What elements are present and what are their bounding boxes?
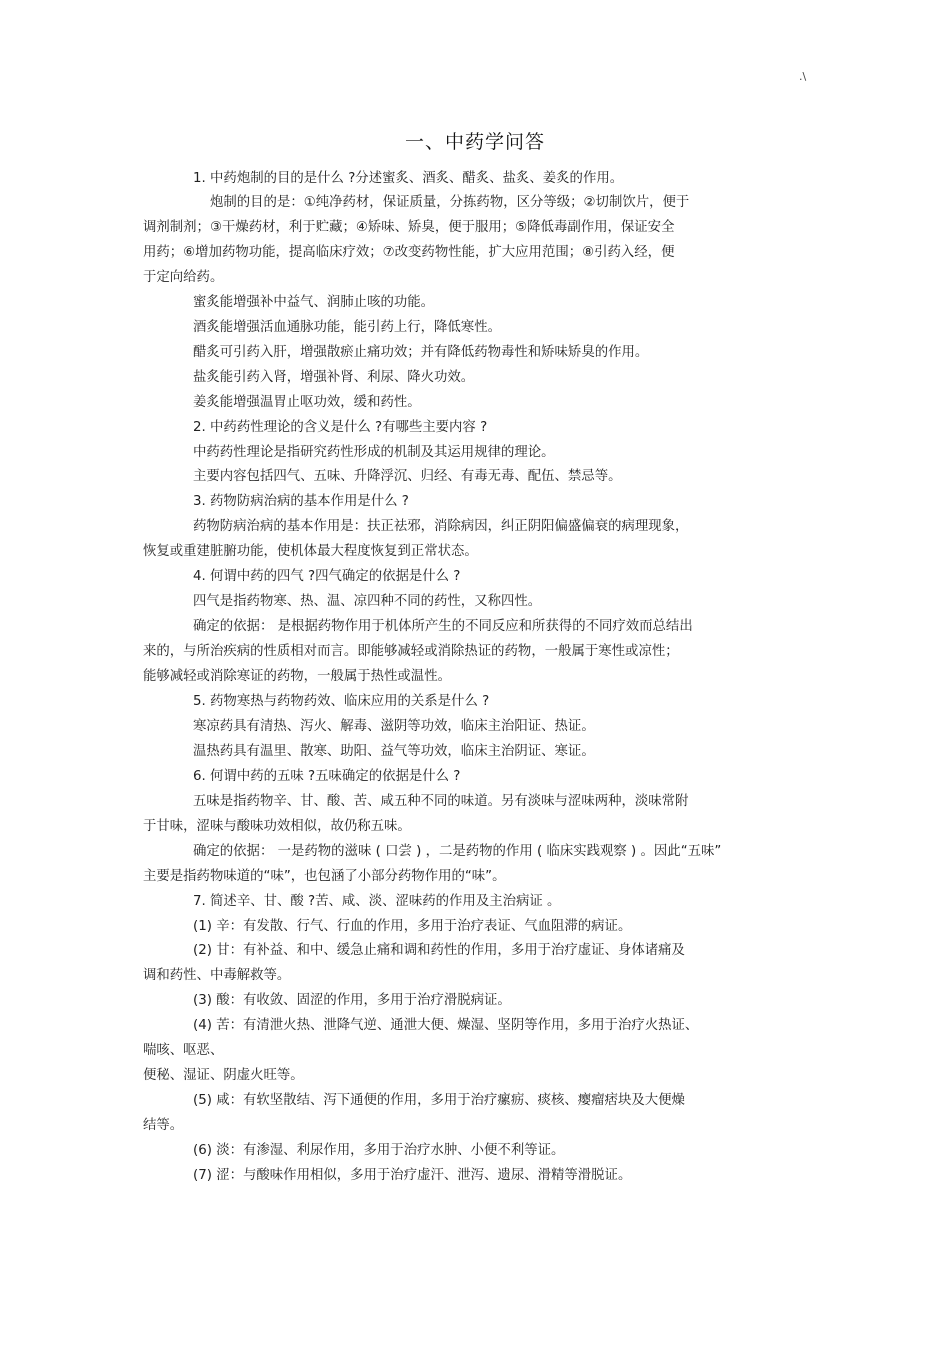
paragraph-line: 调剂制剂；③干燥药材，利于贮藏；④矫味、矫臭，便于服用；⑤降低毒副作用，保证安全 [143,220,675,235]
list-item: (2) 甘：有补益、和中、缓急止痛和调和药性的作用，多用于治疗虚证、身体诸痛及 [193,943,685,958]
paragraph-line: 能够减轻或消除寒证的药物，一般属于热性或温性。 [143,669,451,684]
paragraph-line: 喘咳、呕恶、 [143,1043,224,1058]
question-3: 3. 药物防病治病的基本作用是什么 ? [193,494,409,509]
paragraph-line: 主要内容包括四气、五味、升降浮沉、归经、有毒无毒、配伍、禁忌等。 [193,469,622,484]
list-item: (3) 酸：有收敛、固涩的作用，多用于治疗滑脱病证。 [193,993,511,1008]
page-title: 一、中药学问答 [404,131,545,153]
paragraph-line: 中药药性理论是指研究药性形成的机制及其运用规律的理论。 [193,445,555,460]
question-5: 5. 药物寒热与药物药效、临床应用的关系是什么 ? [193,694,490,709]
list-item: (4) 苦：有清泄火热、泄降气逆、通泄大便、燥湿、坚阴等作用，多用于治疗火热证、 [193,1018,699,1033]
paragraph-line: 五味是指药物辛、甘、酸、苦、咸五种不同的味道。另有淡味与涩味两种，淡味常附 [193,794,689,809]
corner-mark: .\ [799,70,807,83]
paragraph-line: 主要是指药物味道的“味”，也包涵了小部分药物作用的“味”。 [143,869,506,884]
question-2: 2. 中药药性理论的含义是什么 ?有哪些主要内容 ? [193,420,488,435]
paragraph-line: 恢复或重建脏腑功能，使机体最大程度恢复到正常状态。 [143,544,478,559]
list-item: (5) 咸：有软坚散结、泻下通便的作用，多用于治疗瘰疬、痰核、瘿瘤痞块及大便燥 [193,1093,685,1108]
paragraph-line: 用药；⑥增加药物功能，提高临床疗效；⑦改变药物性能，扩大应用范围；⑧引药入经，便 [143,245,675,260]
question-4: 4. 何谓中药的四气 ?四气确定的依据是什么 ? [193,569,461,584]
paragraph-line: 蜜炙能增强补中益气、润肺止咳的功能。 [193,295,435,310]
question-1: 1. 中药炮制的目的是什么 ?分述蜜炙、酒炙、醋炙、盐炙、姜炙的作用。 [193,171,624,186]
paragraph-line: 结等。 [143,1118,184,1133]
paragraph-line: 四气是指药物寒、热、温、凉四种不同的药性，又称四性。 [193,594,542,609]
list-item: (1) 辛：有发散、行气、行血的作用，多用于治疗表证、气血阻滞的病证。 [193,919,632,934]
paragraph-line: 药物防病治病的基本作用是：扶正祛邪，消除病因，纠正阴阳偏盛偏衰的病理现象， [193,519,689,534]
paragraph-line: 温热药具有温里、散寒、助阳、益气等功效，临床主治阴证、寒证。 [193,744,595,759]
question-7: 7. 简述辛、甘、酸 ?苦、咸、淡、涩味药的作用及主治病证 。 [193,894,561,909]
paragraph-line: 醋炙可引药入肝，增强散瘀止痛功效；并有降低药物毒性和矫味矫臭的作用。 [193,345,649,360]
paragraph-line: 姜炙能增强温胃止呕功效，缓和药性。 [193,395,421,410]
paragraph-line: 盐炙能引药入肾，增强补肾、利尿、降火功效。 [193,370,475,385]
paragraph-line: 于甘味，涩味与酸味功效相似，故仍称五味。 [143,819,411,834]
paragraph-line: 调和药性、中毒解救等。 [143,968,291,983]
question-6: 6. 何谓中药的五味 ?五味确定的依据是什么 ? [193,769,461,784]
paragraph-line: 炮制的目的是：①纯净药材，保证质量，分拣药物，区分等级；②切制饮片，便于 [210,195,690,210]
list-item: (6) 淡：有渗湿、利尿作用，多用于治疗水肿、小便不利等证。 [193,1143,565,1158]
paragraph-line: 寒凉药具有清热、泻火、解毒、滋阴等功效，临床主治阳证、热证。 [193,719,595,734]
paragraph-line: 酒炙能增强活血通脉功能，能引药上行，降低寒性。 [193,320,501,335]
paragraph-line: 确定的依据： 一是药物的滋味 ( 口尝 ) ，二是药物的作用 ( 临床实践观察 ) 。因此“五味” [193,844,722,859]
paragraph-line: 来的，与所治疾病的性质相对而言。即能够减轻或消除热证的药物，一般属于寒性或凉性； [143,644,679,659]
paragraph-line: 于定向给药。 [143,270,224,285]
paragraph-line: 确定的依据： 是根据药物作用于机体所产生的不同反应和所获得的不同疗效而总结出 [193,619,693,634]
paragraph-line: 便秘、湿证、阴虚火旺等。 [143,1068,304,1083]
list-item: (7) 涩：与酸味作用相似，多用于治疗虚汗、泄泻、遗尿、滑精等滑脱证。 [193,1168,632,1183]
